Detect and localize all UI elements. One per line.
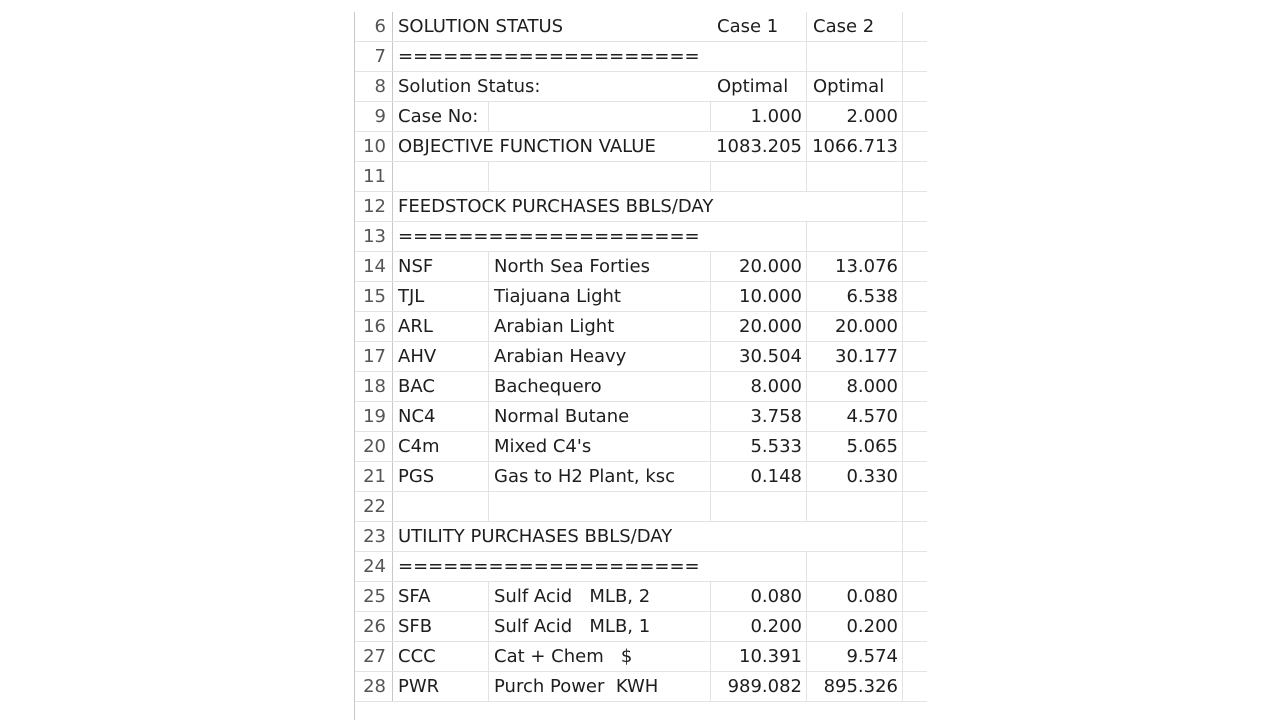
table-row [355, 12, 927, 42]
cell[interactable] [903, 582, 927, 611]
cell[interactable] [903, 672, 927, 701]
cell-separator[interactable]: ==================== [398, 556, 700, 577]
cell[interactable] [903, 342, 927, 371]
cell[interactable] [903, 132, 927, 161]
row-header[interactable]: 8 [355, 72, 393, 101]
table-row [355, 672, 927, 702]
cell[interactable] [711, 492, 807, 521]
cell[interactable] [903, 72, 927, 101]
cell-separator[interactable]: ==================== [398, 226, 700, 247]
table-row [355, 132, 927, 162]
cell-title[interactable]: SOLUTION STATUS [398, 16, 564, 37]
cell[interactable] [903, 492, 927, 521]
cell-value-case-1[interactable]: 1083.205 [711, 132, 807, 161]
cell[interactable] [711, 42, 807, 71]
cell-description[interactable]: Arabian Heavy [489, 342, 711, 371]
cell-code[interactable]: CCC [393, 642, 489, 671]
table-row [355, 612, 927, 642]
table-row [355, 102, 927, 132]
cell[interactable] [903, 102, 927, 131]
cell-code[interactable]: NSF [393, 252, 489, 281]
cell-status-case-1[interactable]: Optimal [711, 72, 807, 101]
cell-value-case-2[interactable]: 30.177 [807, 342, 903, 371]
cell-value-case-2[interactable]: 0.330 [807, 462, 903, 491]
row-header[interactable]: 18 [355, 372, 393, 401]
cell[interactable] [807, 552, 903, 581]
table-row [355, 432, 927, 462]
cell-value-case-2[interactable]: 20.000 [807, 312, 903, 341]
table-row [355, 552, 927, 582]
cell-description[interactable]: Tiajuana Light [489, 282, 711, 311]
table-row [355, 372, 927, 402]
cell[interactable] [489, 492, 711, 521]
cell[interactable] [711, 192, 807, 221]
row-header[interactable]: 9 [355, 102, 393, 131]
cell[interactable] [807, 522, 903, 551]
cell[interactable] [903, 612, 927, 641]
cell-section-title[interactable]: UTILITY PURCHASES BBLS/DAY [398, 526, 673, 547]
cell-value-case-2[interactable]: 4.570 [807, 402, 903, 431]
table-row [355, 162, 927, 192]
cell-code[interactable]: C4m [393, 432, 489, 461]
table-row [355, 312, 927, 342]
cell[interactable] [903, 372, 927, 401]
cell-status-case-2[interactable]: Optimal [807, 72, 903, 101]
cell-description[interactable]: North Sea Forties [489, 252, 711, 281]
cell-value-case-2[interactable]: 2.000 [807, 102, 903, 131]
row-header[interactable]: 21 [355, 462, 393, 491]
cell-description[interactable]: Purch Power KWH [489, 672, 711, 701]
row-header[interactable]: 25 [355, 582, 393, 611]
cell-value-case-2[interactable]: 1066.713 [807, 132, 903, 161]
table-row [355, 642, 927, 672]
table-row [355, 252, 927, 282]
cell-value-case-2[interactable]: 6.538 [807, 282, 903, 311]
cell-value-case-1[interactable]: 0.148 [711, 462, 807, 491]
cell-code[interactable]: AHV [393, 342, 489, 371]
cell[interactable] [807, 192, 903, 221]
cell-value-case-2[interactable]: 895.326 [807, 672, 903, 701]
cell[interactable] [903, 522, 927, 551]
column-label-case-2[interactable]: Case 2 [807, 12, 903, 41]
cell[interactable] [807, 222, 903, 251]
cell[interactable] [903, 402, 927, 431]
cell[interactable] [807, 42, 903, 71]
cell[interactable] [903, 12, 927, 41]
table-row [355, 522, 927, 552]
cell[interactable] [903, 312, 927, 341]
cell-value-case-2[interactable]: 5.065 [807, 432, 903, 461]
cell-value-case-1[interactable]: 0.080 [711, 582, 807, 611]
cell[interactable] [393, 492, 489, 521]
cell-code[interactable]: SFB [393, 612, 489, 641]
table-row [355, 72, 927, 102]
cell-code[interactable]: SFA [393, 582, 489, 611]
table-row [355, 42, 927, 72]
cell[interactable] [903, 42, 927, 71]
cell-description[interactable]: Gas to H2 Plant, ksc [489, 462, 711, 491]
cell[interactable] [711, 222, 807, 251]
cell-value-case-1[interactable]: 10.000 [711, 282, 807, 311]
cell[interactable] [903, 162, 927, 191]
row-header[interactable]: 11 [355, 162, 393, 191]
cell[interactable] [903, 432, 927, 461]
row-header[interactable]: 6 [355, 12, 393, 41]
row-header[interactable]: 19 [355, 402, 393, 431]
cell-value-case-2[interactable]: 9.574 [807, 642, 903, 671]
cell-description[interactable]: Cat + Chem $ [489, 642, 711, 671]
cell-section-title[interactable]: FEEDSTOCK PURCHASES BBLS/DAY [398, 196, 714, 217]
row-header[interactable]: 13 [355, 222, 393, 251]
table-row [355, 222, 927, 252]
cell[interactable] [711, 522, 807, 551]
row-header[interactable]: 20 [355, 432, 393, 461]
cell-value-case-2[interactable]: 8.000 [807, 372, 903, 401]
cell[interactable] [903, 642, 927, 671]
cell[interactable] [711, 552, 807, 581]
cell-value-case-1[interactable]: 5.533 [711, 432, 807, 461]
cell[interactable] [489, 162, 711, 191]
cell-code[interactable]: PGS [393, 462, 489, 491]
cell-code[interactable]: ARL [393, 312, 489, 341]
table-row [355, 282, 927, 312]
table-row [355, 192, 927, 222]
cell-value-case-1[interactable]: 8.000 [711, 372, 807, 401]
cell-value-case-1[interactable]: 20.000 [711, 252, 807, 281]
row-header[interactable]: 17 [355, 342, 393, 371]
row-header[interactable]: 10 [355, 132, 393, 161]
row-header[interactable]: 28 [355, 672, 393, 701]
cell-label[interactable]: OBJECTIVE FUNCTION VALUE [398, 136, 656, 157]
table-row [355, 342, 927, 372]
cell-code[interactable]: BAC [393, 372, 489, 401]
cell-value-case-1[interactable]: 30.504 [711, 342, 807, 371]
cell-description[interactable]: Arabian Light [489, 312, 711, 341]
row-header[interactable]: 15 [355, 282, 393, 311]
row-header[interactable]: 22 [355, 492, 393, 521]
cell-description[interactable]: Sulf Acid MLB, 1 [489, 612, 711, 641]
table-row [355, 462, 927, 492]
cell-description[interactable]: Sulf Acid MLB, 2 [489, 582, 711, 611]
cell-value-case-2[interactable]: 0.200 [807, 612, 903, 641]
cell[interactable] [903, 552, 927, 581]
row-header[interactable]: 26 [355, 612, 393, 641]
row-header[interactable]: 7 [355, 42, 393, 71]
cell-description[interactable]: Mixed C4's [489, 432, 711, 461]
row-header[interactable]: 12 [355, 192, 393, 221]
cell[interactable] [903, 252, 927, 281]
cell-description[interactable]: Bachequero [489, 372, 711, 401]
cell-label[interactable]: Case No: [393, 102, 489, 131]
cell-label[interactable]: Solution Status: [398, 76, 541, 97]
cell-code[interactable]: TJL [393, 282, 489, 311]
cell-value-case-1[interactable]: 1.000 [711, 102, 807, 131]
cell[interactable] [807, 162, 903, 191]
cell-code[interactable]: PWR [393, 672, 489, 701]
table-row [355, 492, 927, 522]
cell-value-case-1[interactable]: 10.391 [711, 642, 807, 671]
cell-value-case-1[interactable]: 3.758 [711, 402, 807, 431]
cell-code[interactable]: NC4 [393, 402, 489, 431]
cell[interactable] [489, 102, 711, 131]
cell[interactable] [393, 162, 489, 191]
cell-value-case-2[interactable]: 0.080 [807, 582, 903, 611]
column-label-case-1[interactable]: Case 1 [711, 12, 807, 41]
cell[interactable] [903, 192, 927, 221]
cell[interactable] [903, 222, 927, 251]
row-header[interactable]: 16 [355, 312, 393, 341]
spreadsheet-grid [354, 12, 927, 720]
cell[interactable] [903, 462, 927, 491]
cell-value-case-1[interactable]: 989.082 [711, 672, 807, 701]
cell[interactable] [807, 492, 903, 521]
cell-value-case-1[interactable]: 20.000 [711, 312, 807, 341]
cell-value-case-2[interactable]: 13.076 [807, 252, 903, 281]
cell-description[interactable]: Normal Butane [489, 402, 711, 431]
row-header[interactable]: 14 [355, 252, 393, 281]
cell[interactable] [903, 282, 927, 311]
cell[interactable] [711, 162, 807, 191]
cell-separator[interactable]: ==================== [398, 46, 700, 67]
row-header[interactable]: 23 [355, 522, 393, 551]
row-header[interactable]: 24 [355, 552, 393, 581]
cell-value-case-1[interactable]: 0.200 [711, 612, 807, 641]
table-row [355, 582, 927, 612]
row-header[interactable]: 27 [355, 642, 393, 671]
table-row [355, 402, 927, 432]
